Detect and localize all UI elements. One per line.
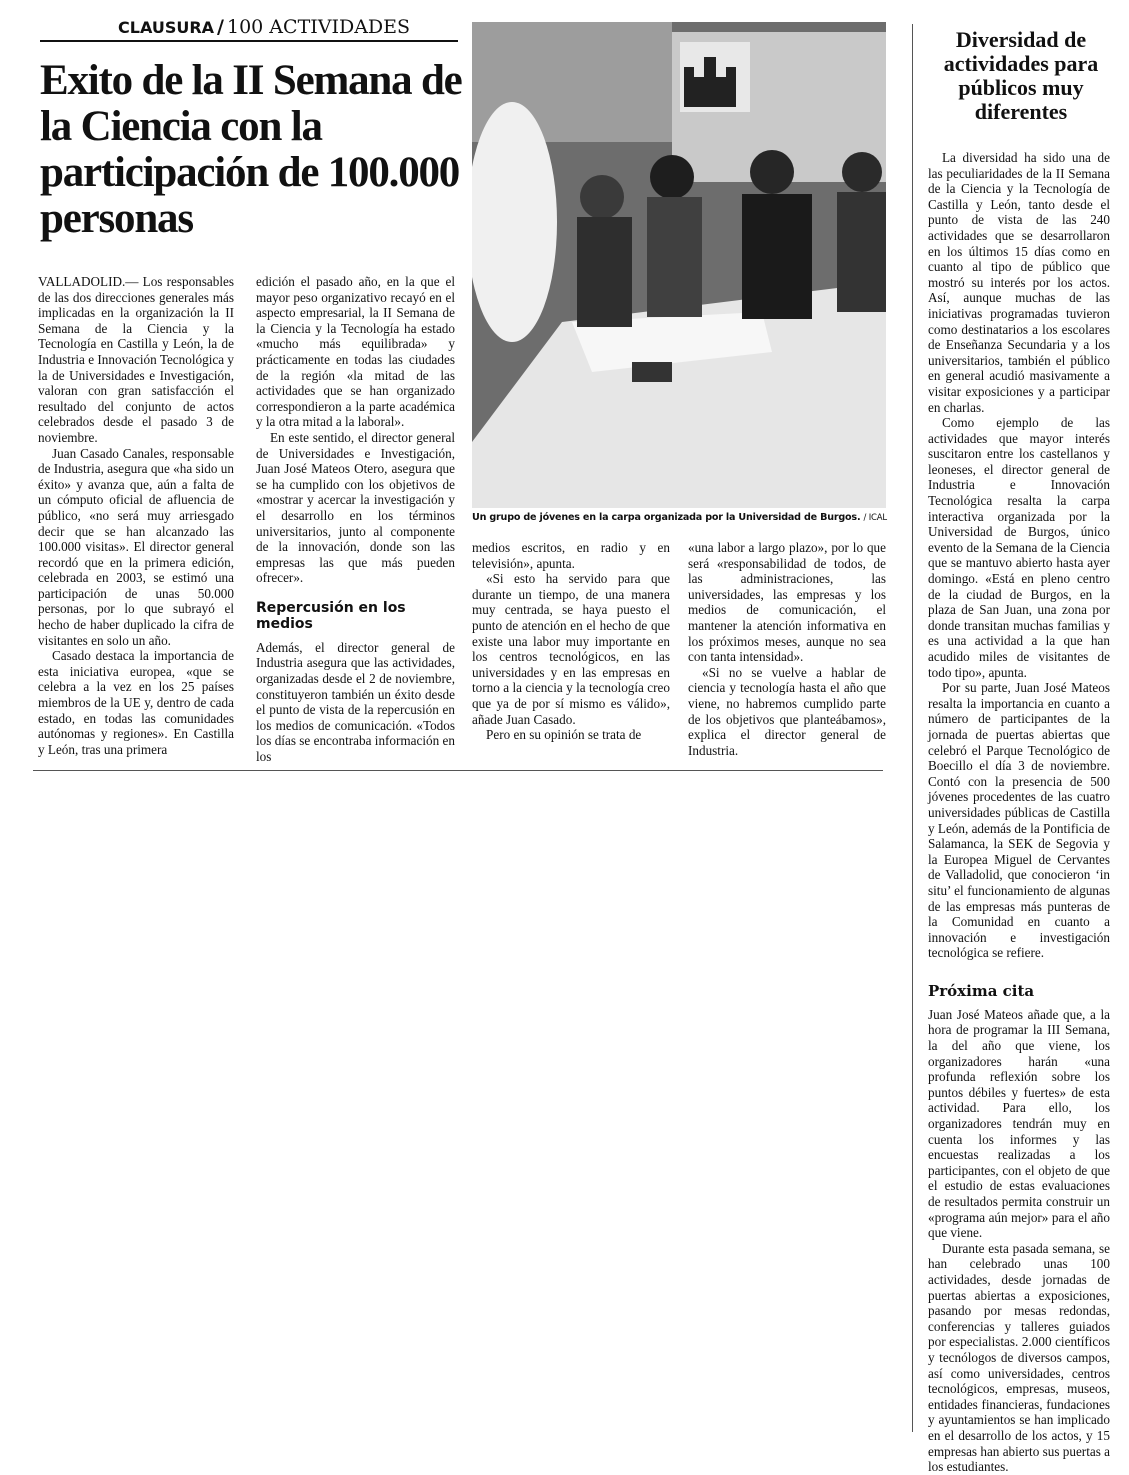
photo-credit: / ICAL — [863, 513, 887, 523]
paragraph: Además, el director general de Industria asegura que las actividades, organizadas desde el 2 de noviembre, constituyeron también un éxito desde el punto de vista de la repercusión en los medios de comunicación. «Todos los días se encontraba información en los — [256, 639, 455, 765]
caption-text: Un grupo de jóvenes en la carpa organizada por la Universidad de Burgos. — [472, 512, 861, 523]
paragraph: Durante esta pasada semana, se han celebrado unas 100 actividades, desde jornadas de puertas abiertas a exposiciones, pasando por mesas redondas, conferencias y talleres guiados por especialistas. 2.000 científicos y tecnólogos de diversos campos, así como universidades, centros tecnológicos, empresas, museos, entidades financieras, fundaciones y ayuntamientos se han implicado en el desarrollo de los actos, y 15 empresas han abierto sus puertas a los estudiantes. — [928, 1240, 1110, 1475]
paragraph: medios escritos, en radio y en televisión», apunta. — [472, 540, 670, 571]
sidebar-headline: Diversidad de actividades para públicos muy diferentes — [943, 27, 1099, 124]
bottom-rule — [33, 770, 883, 771]
paragraph: Pero en su opinión se trata de — [486, 727, 642, 743]
paragraph: Por su parte, Juan José Mateos resalta la importancia en cuanto a número de participantes de la jornada de puertas abiertas que celebró el Parque Tecnológico de Boecillo el día 3 de noviembre. Contó con la presencia de 500 jóvenes procedentes de las cuatro universidades públicas de Castilla y León, además de la Pontificia de Salamanca, la SEK de Segovia y la Europea Miguel de Cervantes de Valladolid, que conocieron ‘in situ’ el funcionamiento de algunas de las empresas más punteras de la Comunidad en cuanto a innovación e investigación tecnológica se refiere. — [928, 680, 1110, 961]
top-rule — [40, 40, 458, 42]
paragraph: «Si no se vuelve a hablar de ciencia y tecnología hasta el año que viene, no habremos cumplido parte de los objetivos que planteábamos», explica el director general de Industria. — [688, 664, 886, 758]
paragraph: «una labor a largo plazo», por lo que será «responsabilidad de todos, de las administraciones, las universidades, las empresas y los medios de comunicación, el mantener la atención informativa en los próximos meses, aunque no sea con tanta intensidad». — [688, 540, 886, 665]
paragraph: VALLADOLID.— Los responsables de las dos direcciones generales más implicadas en la organización la II Semana de la Ciencia y la Tecnología en Castilla y León, la de Industria e Innovación Tecnológica y la de Universidades e Investigación, valoran con gran satisfacción el resultado del conjunto de actos celebrados desde el pasado 3 de noviembre. — [38, 274, 234, 445]
article-column-1 — [38, 274, 234, 757]
paragraph: Juan Casado Canales, responsable de Industria, asegura que «ha sido un éxito» y avanza que, aún a falta de un cómputo oficial de afluencia de público, «no será muy arriesgado decir que se han alcanzado las 100.000 visitas». El director general recordó que en la primera edición, celebrada en 2003, se estimó una participación de unas 50.000 personas, por lo que subrayó el hecho de haber duplicado la cifra de visitantes en solo un año. — [38, 445, 234, 648]
section-label: 100 ACTIVIDADES — [227, 16, 411, 38]
photo-icon — [472, 22, 886, 508]
paragraph: Casado destaca la importancia de esta iniciativa europea, «que se celebra a la vez en los 25 países miembros de la UE y, dentro de cada estado, en todas las comunidades autónomas y regiones». En Castilla y León, tras una primera — [38, 648, 234, 757]
article-column-3 — [472, 540, 670, 743]
paragraph: Como ejemplo de las actividades que mayor interés suscitaron entre los castellanos y leoneses, el director general de Industria e Innovación Tecnológica resalta la carpa interactiva organizada por la Universidad de Burgos, único evento de la Semana de la Ciencia que se mantuvo abierto hasta ayer domingo. «Está en pleno centro de la ciudad de Burgos, en la plaza de San Juan, una zona por donde transitan muchas familias y es una actividad a la que han acudido miles de visitantes de todo tipo», apunta. — [928, 415, 1110, 680]
paragraph: En este sentido, el director general de Universidades e Investigación, Juan José Mateos Otero, asegura que se ha cumplido con los objetivos de «mostrar y acercar la investigación y el desarrollo en los términos universitarios, junto al componente de la innovación, donde son las empresas las que más pueden ofrecer». — [256, 429, 455, 586]
section-kicker: CLAUSURA — [118, 18, 215, 37]
paragraph: La diversidad ha sido una de las peculiaridades de la II Semana de la Ciencia y la Tecnología de Castilla y León, tanto desde el punto de vista de las 240 actividades que se desarrollaron en los últimos 15 días como en cuanto al tipo de público que mostró su interés por los actos. Así, aunque muchas de las iniciativas programadas tuvieron como destinatarios a los escolares de Enseñanza Secundaria y a los universitarios, también el público en general acudió masivamente a visitar exposiciones y a participar en charlas. — [928, 150, 1110, 415]
main-headline: Exito de la II Semana de la Ciencia con la participación de 100.000 personas — [40, 57, 462, 242]
article-column-2 — [256, 274, 455, 765]
article-column-4 — [688, 540, 886, 758]
photo-caption — [472, 512, 886, 523]
paragraph: Juan José Mateos añade que, a la hora de programar la III Semana, la del año que viene, los organizadores harán «una profunda reflexión sobre los puntos débiles y fuertes» de esta actividad. Para ello, los organizadores tendrán muy en cuenta los informes y las encuestas realizadas a los participantes, con el objeto de que el estudio de estas evaluaciones de resultados permita construir un «programa aún mejor» para el año que viene. — [928, 1006, 1110, 1241]
sidebar-subheading: Próxima cita — [928, 981, 1035, 1000]
section-separator: / — [217, 16, 224, 38]
article-photo — [472, 22, 886, 508]
column-divider — [912, 24, 913, 1432]
sidebar-column — [928, 150, 1110, 1475]
paragraph: «Si esto ha servido para que durante un tiempo, de una manera muy centrada, se haya puesto el punto de atención en el hecho de que existe una labor muy importante en los centros tecnológicos, en las universidades y en las empresas en torno a la ciencia y la tecnología creo que ya de por sí mismo es válido», añade Juan Casado. — [472, 571, 670, 727]
paragraph: edición el pasado año, en la que el mayor peso organizativo recayó en el aspecto empresarial, la II Semana de la Ciencia y la Tecnología ha estado «mucho más equilibrada» y prácticamente en todas las ciudades de la región «la mitad de las actividades que se han organizado correspondieron a la parte académica y la otra mitad a la laboral». — [256, 274, 455, 430]
subheading: Repercusión en los medios — [256, 599, 406, 632]
section-header — [118, 16, 410, 38]
